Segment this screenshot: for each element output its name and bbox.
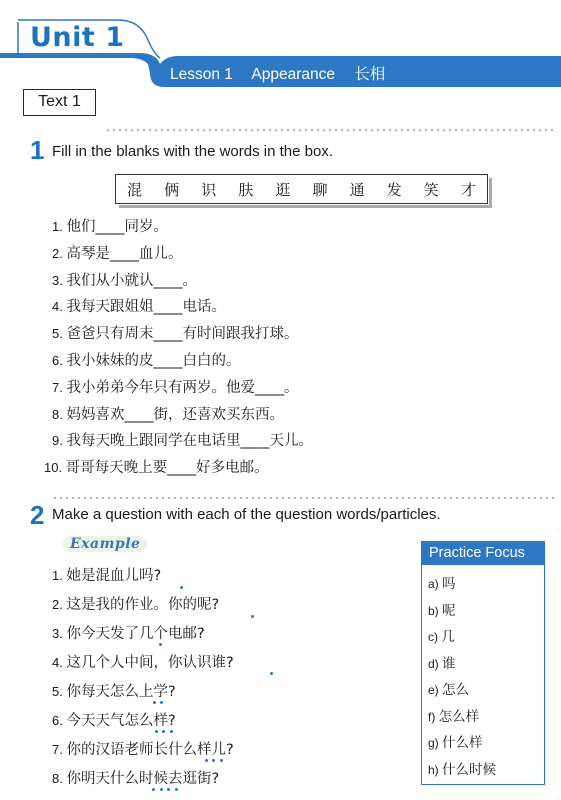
exercise-item <box>52 404 284 426</box>
emphasis-dot <box>205 759 208 762</box>
item-text: 我小弟弟今年只有两岁。他爱____。 <box>66 379 299 396</box>
practice-focus-letter: f) <box>428 709 439 724</box>
word-box-item: 识 <box>201 180 217 199</box>
practice-focus-word: 吗 <box>442 576 456 592</box>
text-label: Text 1 <box>23 89 96 116</box>
practice-focus-letter: d) <box>428 656 443 671</box>
exercise-item <box>52 652 234 674</box>
item-text: 我们从小就认____。 <box>66 272 197 289</box>
emphasis-dot <box>153 701 156 704</box>
word-box-item: 发 <box>386 180 402 199</box>
item-number: 4. <box>52 299 67 315</box>
exercise-item <box>52 768 219 790</box>
practice-focus-letter: c) <box>428 630 442 644</box>
exercise-item <box>52 377 298 399</box>
practice-focus-item <box>428 731 483 751</box>
practice-focus-letter: e) <box>428 683 443 697</box>
practice-focus-item <box>428 625 455 645</box>
word-box-item: 逛 <box>275 180 291 199</box>
practice-focus-word: 几 <box>441 629 455 645</box>
exercise-item <box>52 270 197 292</box>
exercise-item <box>44 457 269 479</box>
section-2-number: 2 <box>30 500 45 530</box>
item-number: 7. <box>52 379 67 395</box>
exercise-item <box>52 594 219 616</box>
item-text: 我小妹妹的皮____白白的。 <box>66 353 241 369</box>
word-box-item: 笑 <box>423 180 439 199</box>
exercise-item <box>52 565 161 587</box>
item-text: 你今天发了几个电邮? <box>66 626 205 642</box>
item-text: 今天天气怎么样? <box>66 713 176 729</box>
emphasis-dot <box>270 672 273 675</box>
lesson-title <box>170 62 400 84</box>
item-number: 6. <box>52 353 67 368</box>
section-1-instruction: Fill in the blanks with the words in the box. <box>52 143 333 160</box>
item-number: 1. <box>52 568 67 583</box>
exercise-item <box>52 243 182 265</box>
word-box-item: 俩 <box>164 180 180 199</box>
emphasis-dot <box>251 615 254 618</box>
word-box-item: 通 <box>349 180 365 199</box>
practice-focus-word: 什么样 <box>442 735 483 751</box>
example-label: Example <box>63 536 147 552</box>
emphasis-dot <box>170 730 173 733</box>
practice-focus-item <box>428 572 456 592</box>
exercise-item <box>52 216 168 238</box>
exercise-item <box>52 430 313 452</box>
item-number: 8. <box>52 771 67 786</box>
item-number: 4. <box>52 655 67 670</box>
item-number: 9. <box>52 433 67 449</box>
dotted-divider <box>105 127 555 133</box>
exercise-item <box>52 710 176 732</box>
item-text: 他们____同岁。 <box>66 219 168 235</box>
emphasis-dot <box>152 788 155 791</box>
item-text: 这几个人中间，你认识谁? <box>66 655 234 671</box>
item-number: 1. <box>52 219 67 234</box>
word-box-item: 聊 <box>312 180 328 199</box>
word-box-item: 肤 <box>238 180 254 199</box>
section-2-instruction: Make a question with each of the question words/particles. <box>52 506 441 523</box>
emphasis-dot <box>162 730 165 733</box>
practice-focus-letter: b) <box>428 603 443 618</box>
lesson-number: Lesson 1 <box>170 66 233 83</box>
practice-focus-item <box>428 758 496 778</box>
practice-focus-item <box>428 705 479 725</box>
lesson-topic: Appearance <box>251 66 335 83</box>
word-box <box>115 174 488 204</box>
practice-focus-word: 怎么样 <box>438 708 480 725</box>
section-1-number: 1 <box>30 135 45 165</box>
item-number: 3. <box>52 272 67 288</box>
emphasis-dot <box>160 701 163 704</box>
emphasis-dot <box>180 586 183 589</box>
practice-focus-letter: h) <box>428 762 443 777</box>
practice-focus-box <box>421 541 545 785</box>
item-number: 8. <box>52 406 67 422</box>
item-number: 6. <box>52 713 67 728</box>
item-text: 你每天怎么上学? <box>66 684 176 700</box>
word-box-item: 混 <box>127 180 143 199</box>
item-number: 5. <box>52 684 67 699</box>
item-text: 你明天什么时候去逛街? <box>66 771 220 787</box>
lesson-topic-cn: 长相 <box>354 66 386 83</box>
emphasis-dot <box>220 759 223 762</box>
item-text: 妈妈喜欢____街，还喜欢买东西。 <box>66 406 284 423</box>
item-text: 这是我的作业。你的呢? <box>66 597 220 613</box>
practice-focus-word: 呢 <box>442 602 456 619</box>
emphasis-dot <box>159 643 162 646</box>
item-number: 10. <box>44 460 66 476</box>
item-text: 我每天跟姐姐____电话。 <box>66 299 226 316</box>
item-number: 2. <box>52 597 67 612</box>
exercise-item <box>52 739 234 761</box>
emphasis-dot <box>175 788 178 791</box>
emphasis-dot <box>167 788 170 791</box>
practice-focus-item <box>428 599 456 619</box>
exercise-item <box>52 623 205 645</box>
item-text: 爸爸只有周末____有时间跟我打球。 <box>66 326 299 343</box>
item-text: 哥哥每天晚上要____好多电邮。 <box>65 460 269 477</box>
item-text: 你的汉语老师长什么样儿? <box>66 742 234 758</box>
practice-focus-word: 谁 <box>442 655 456 672</box>
item-text: 她是混血儿吗? <box>66 568 162 584</box>
practice-focus-item <box>428 678 469 698</box>
exercise-item <box>52 681 176 703</box>
practice-focus-letter: a) <box>428 577 443 591</box>
item-number: 3. <box>52 626 67 641</box>
practice-focus-word: 什么时候 <box>442 761 497 778</box>
emphasis-dot <box>212 759 215 762</box>
dotted-divider-2 <box>52 495 555 501</box>
exercise-item <box>52 296 226 318</box>
item-number: 2. <box>52 245 67 261</box>
exercise-item <box>52 350 240 372</box>
practice-focus-word: 怎么 <box>442 682 470 698</box>
item-number: 5. <box>52 326 67 342</box>
item-number: 7. <box>52 742 67 757</box>
exercise-item <box>52 323 298 345</box>
emphasis-dot <box>160 788 163 791</box>
emphasis-dot <box>155 730 158 733</box>
practice-focus-letter: g) <box>428 736 443 750</box>
item-text: 我每天晚上跟同学在电话里____天儿。 <box>66 433 313 450</box>
practice-focus-title: Practice Focus <box>422 542 544 565</box>
word-box-item: 才 <box>460 180 476 199</box>
unit-title: Unit 1 <box>30 22 125 53</box>
item-text: 高琴是____血儿。 <box>66 245 183 262</box>
practice-focus-item <box>428 652 456 672</box>
